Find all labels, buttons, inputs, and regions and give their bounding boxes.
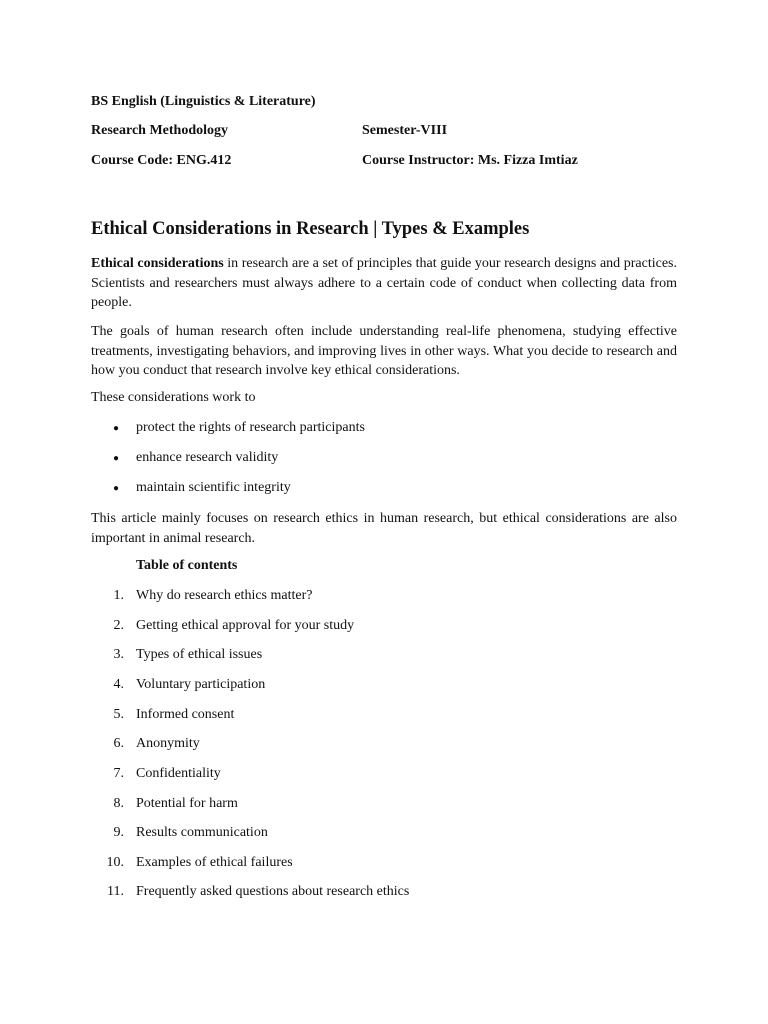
toc-item-text: Examples of ethical failures xyxy=(136,855,293,870)
toc-item-number: 7. xyxy=(113,766,124,781)
intro-text: in research are a set of principles that guide your research designs and practices. Scientists and researchers must always adhere to a certain code of conduct when collecting data from people. xyxy=(91,256,677,310)
course-code: Course Code: ENG.412 xyxy=(91,153,232,168)
toc-item-text: Anonymity xyxy=(136,736,200,751)
course-instructor: Course Instructor: Ms. Fizza Imtiaz xyxy=(362,153,578,168)
bullet-text: enhance research validity xyxy=(136,450,279,465)
semester: Semester-VIII xyxy=(362,123,448,138)
goals-paragraph: The goals of human research often include understanding real-life phenomena, studying effective treatments, investigating behaviors, and improving lives in other ways. What you decide to research and how you conduct that research involve key ethical considerations. xyxy=(91,324,677,378)
focus-paragraph: This article mainly focuses on research ethics in human research, but ethical considerations are also important in animal research. xyxy=(91,511,677,546)
toc-item-text: Potential for harm xyxy=(136,796,238,811)
toc-item-number: 10. xyxy=(106,855,124,870)
bullet-icon: ● xyxy=(113,483,120,494)
toc-item-number: 6. xyxy=(113,736,124,751)
toc-item-text: Voluntary participation xyxy=(136,677,266,692)
toc-item-number: 2. xyxy=(113,618,124,633)
program-name: BS English (Linguistics & Literature) xyxy=(91,94,316,109)
document-title: Ethical Considerations in Research | Types & Examples xyxy=(91,219,530,239)
intro-paragraph xyxy=(91,254,677,313)
bullet-icon: ● xyxy=(113,423,120,434)
toc-item-text: Getting ethical approval for your study xyxy=(136,618,355,633)
toc-item-text: Frequently asked questions about research ethics xyxy=(136,884,410,899)
toc-item-number: 8. xyxy=(113,796,124,811)
toc-item-number: 5. xyxy=(113,707,124,722)
course-name: Research Methodology xyxy=(91,123,228,138)
toc-item-text: Informed consent xyxy=(136,707,235,722)
considerations-intro: These considerations work to xyxy=(91,390,256,405)
toc-item-text: Results communication xyxy=(136,825,268,840)
toc-heading: Table of contents xyxy=(136,558,238,573)
bullet-text: maintain scientific integrity xyxy=(136,480,291,495)
toc-item-text: Types of ethical issues xyxy=(136,647,263,662)
toc-item-number: 3. xyxy=(113,647,124,662)
intro-bold-lead: Ethical considerations xyxy=(91,256,224,271)
toc-item-text: Why do research ethics matter? xyxy=(136,588,313,603)
toc-item-text: Confidentiality xyxy=(136,766,221,781)
bullet-icon: ● xyxy=(113,453,120,464)
bullet-text: protect the rights of research participants xyxy=(136,420,365,435)
toc-item-number: 11. xyxy=(107,884,124,899)
toc-item-number: 4. xyxy=(113,677,124,692)
toc-item-number: 9. xyxy=(113,825,124,840)
toc-item-number: 1. xyxy=(113,588,124,603)
